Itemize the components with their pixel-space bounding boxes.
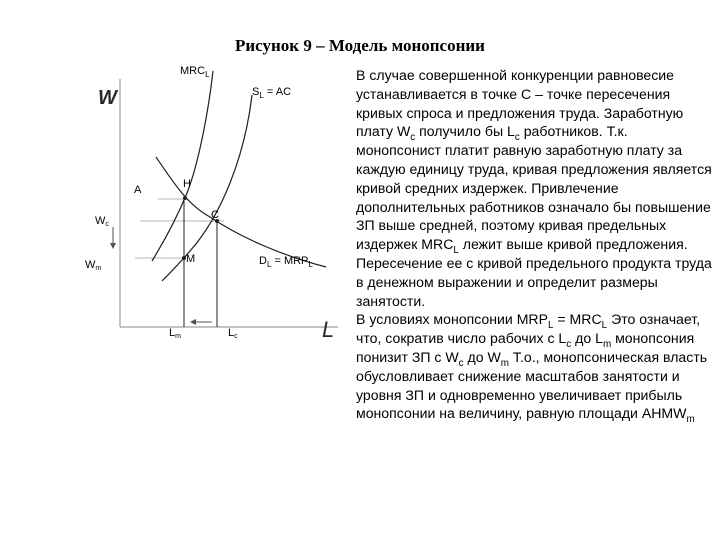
point-m-label: M bbox=[186, 253, 196, 265]
point-h-label: H bbox=[183, 178, 191, 190]
wage-down-arrow bbox=[110, 227, 116, 249]
lm-label: Lm bbox=[169, 327, 181, 340]
monopsony-diagram bbox=[80, 55, 360, 355]
demand-label: $D_L = MRP_L$ bbox=[259, 255, 313, 269]
paragraph-monopsony: В условиях монопсонии $MRP_L = MRC_L$ Это означает, что, сократив число рабочих с $L_c$ до $L_m$ монопсония понизит ЗП с $W_c$ до $W_m$ Т.о., монопсоническая власть обусловливает снижение масштабов занятости и уровня ЗП и одновременно увеличивает прибыль монопсонии на величину, равную площади $AHMW_m$ bbox=[356, 311, 708, 426]
demand-curve bbox=[156, 157, 326, 267]
lc-label: Lc bbox=[228, 327, 238, 340]
supply-label: $S_L$ = AC bbox=[252, 86, 292, 100]
figure-title: Рисунок 9 – Модель монопсонии bbox=[235, 36, 485, 55]
point-c-label: C bbox=[211, 209, 219, 221]
paragraph-competition: В случае совершенной конкуренции равновесие устанавливается в точке С – точке пересечения кривых спроса и предложения труда. Заработную плату $W_с$ получило бы $L_с$ работников. Т.к. монопсонист платит равную заработную плату за каждую единицу труда, кривая предложения является кривой средних издержек. Привлечение дополнительных работников означало бы повышение ЗП выше средней, поэтому кривая предельных издержек $MRC_L$ лежит выше кривой предложения. Пересечение ее с кривой предельного продукта труда в денежном выражении и определит размеры занятости. bbox=[356, 67, 712, 309]
explanation-text bbox=[356, 66, 716, 426]
point-a-label: A bbox=[134, 184, 142, 196]
y-axis-label: W bbox=[98, 87, 117, 109]
mrc-label: $MRC_L$ bbox=[180, 65, 210, 79]
wm-label: Wm bbox=[85, 259, 102, 272]
supply-curve bbox=[162, 95, 252, 281]
x-axis-label: L bbox=[322, 317, 335, 342]
point-h-marker bbox=[183, 196, 187, 200]
wc-label: Wc bbox=[95, 215, 109, 228]
labor-left-arrow bbox=[190, 319, 212, 325]
